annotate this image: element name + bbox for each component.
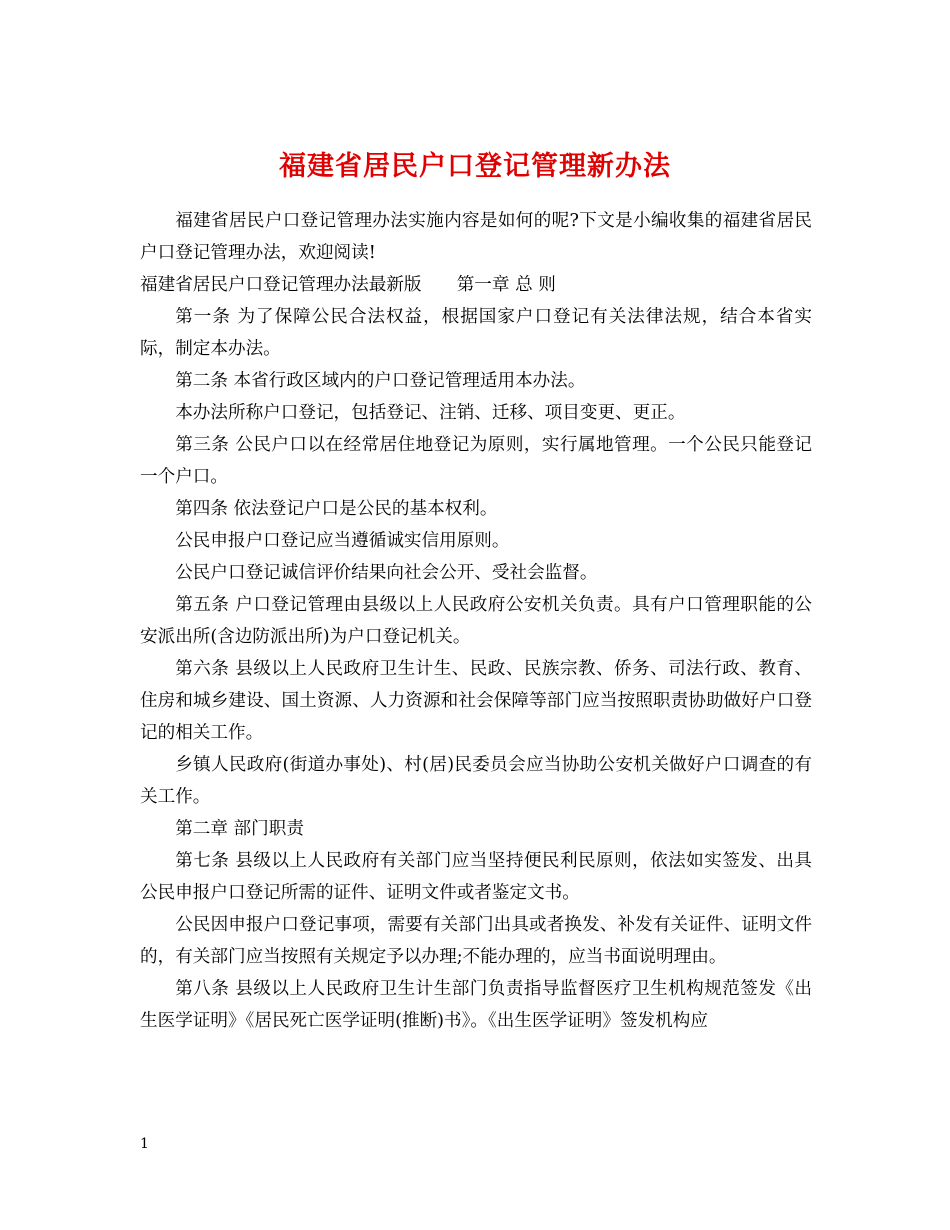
paragraph: 第七条 县级以上人民政府有关部门应当坚持便民利民原则，依法如实签发、出具公民申报户口登记所需的证件、证明文件或者鉴定文书。 bbox=[140, 851, 812, 903]
paragraph: 第二条 本省行政区域内的户口登记管理适用本办法。 bbox=[175, 371, 586, 391]
paragraph: 第三条 公民户口以在经常居住地登记为原则，实行属地管理。一个公民只能登记一个户口。 bbox=[140, 435, 812, 487]
paragraph: 第五条 户口登记管理由县级以上人民政府公安机关负责。具有户口管理职能的公安派出所(含边防派出所)为户口登记机关。 bbox=[140, 595, 812, 647]
paragraph: 第四条 依法登记户口是公民的基本权利。 bbox=[175, 499, 498, 519]
paragraph: 第八条 县级以上人民政府卫生计生部门负责指导监督医疗卫生机构规范签发《出生医学证明》《居民死亡医学证明(推断)书》。《出生医学证明》签发机构应 bbox=[140, 979, 812, 1031]
paragraph: 第二章 部门职责 bbox=[175, 819, 304, 839]
document-title: 福建省居民户口登记管理新办法 bbox=[279, 151, 671, 183]
paragraph: 公民因申报户口登记事项，需要有关部门出具或者换发、补发有关证件、证明文件的，有关部门应当按照有关规定予以办理;不能办理的，应当书面说明理由。 bbox=[140, 915, 812, 967]
paragraph: 第一条 为了保障公民合法权益，根据国家户口登记有关法律法规，结合本省实际，制定本办法。 bbox=[140, 307, 812, 359]
page-number: 1 bbox=[140, 1136, 149, 1152]
document-body bbox=[140, 205, 812, 1037]
paragraph: 福建省居民户口登记管理办法最新版 第一章 总 则 bbox=[140, 275, 556, 295]
paragraph: 乡镇人民政府(街道办事处)、村(居)民委员会应当协助公安机关做好户口调查的有关工作。 bbox=[140, 755, 812, 807]
paragraph: 福建省居民户口登记管理办法实施内容是如何的呢?下文是小编收集的福建省居民户口登记管理办法，欢迎阅读! bbox=[140, 211, 812, 263]
paragraph: 公民户口登记诚信评价结果向社会公开、受社会监督。 bbox=[175, 563, 598, 583]
paragraph: 本办法所称户口登记，包括登记、注销、迁移、项目变更、更正。 bbox=[175, 403, 686, 423]
paragraph: 第六条 县级以上人民政府卫生计生、民政、民族宗教、侨务、司法行政、教育、住房和城乡建设、国土资源、人力资源和社会保障等部门应当按照职责协助做好户口登记的相关工作。 bbox=[140, 659, 812, 743]
paragraph: 公民申报户口登记应当遵循诚实信用原则。 bbox=[175, 531, 510, 551]
